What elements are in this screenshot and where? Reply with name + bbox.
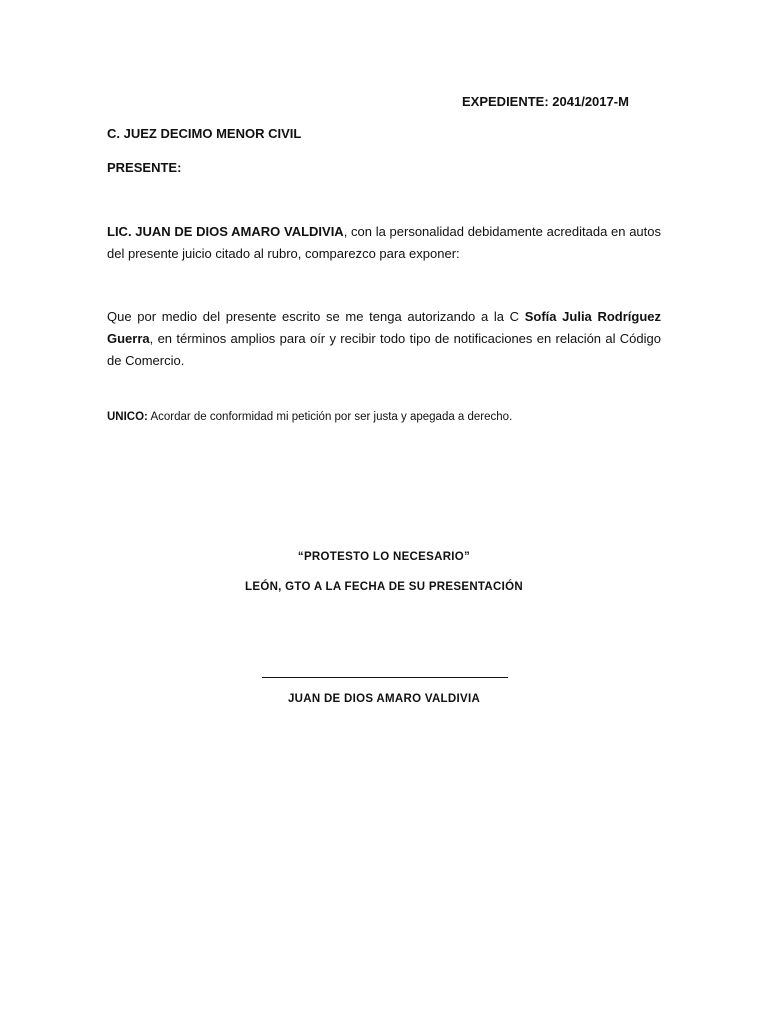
authorization-paragraph xyxy=(107,306,661,372)
signature-name: JUAN DE DIOS AMARO VALDIVIA xyxy=(287,693,481,705)
authorized-person-name: Sofía Julia Rodríguez Guerra xyxy=(107,309,662,346)
attorney-name: LIC. JUAN DE DIOS AMARO VALDIVIA xyxy=(107,224,344,239)
signature-line xyxy=(262,677,508,678)
authorization-text-before: Que por medio del presente escrito se me tenga autorizando a la C xyxy=(107,309,525,324)
intro-paragraph xyxy=(107,221,661,265)
presente-heading: PRESENTE: xyxy=(107,160,182,175)
protesto-line: “PROTESTO LO NECESARIO” xyxy=(297,551,471,563)
unico-petition xyxy=(107,409,512,425)
intro-text: , con la personalidad debidamente acreditada en autos del presente juicio citado al rubro, comparezco para exponer: xyxy=(107,224,661,261)
unico-text: Acordar de conformidad mi petición por ser justa y apegada a derecho. xyxy=(147,411,513,423)
recipient-heading: C. JUEZ DECIMO MENOR CIVIL xyxy=(107,126,302,141)
place-date-line: LEÓN, GTO A LA FECHA DE SU PRESENTACIÓN xyxy=(245,581,523,593)
unico-label: UNICO: xyxy=(107,411,148,423)
authorization-text-after: , en términos amplios para oír y recibir todo tipo de notificaciones en relación al Código de Comercio. xyxy=(107,331,661,368)
expediente-number: EXPEDIENTE: 2041/2017-M xyxy=(462,94,629,109)
